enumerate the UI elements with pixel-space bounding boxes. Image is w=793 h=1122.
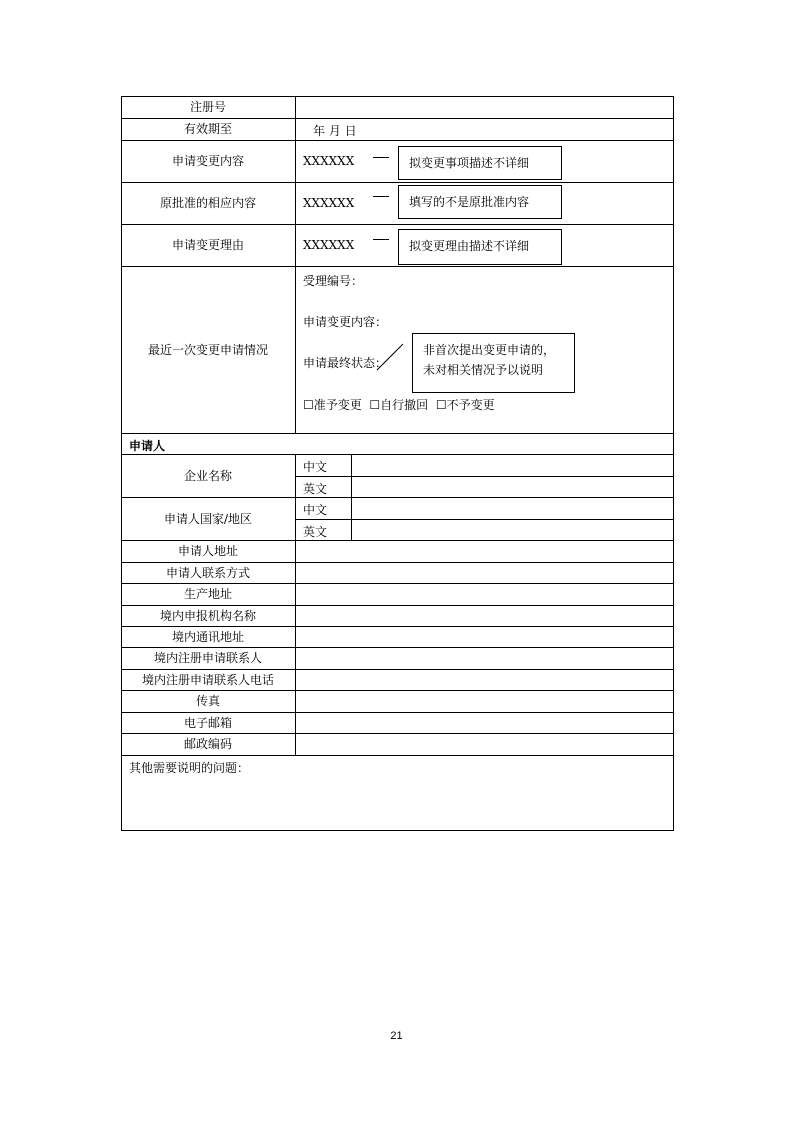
email-label: 电子邮箱: [183, 715, 232, 730]
contact-label: 申请人联系方式: [165, 565, 250, 580]
postcode-label: 邮政编码: [183, 737, 232, 751]
recent-content-label: 申请变更内容：: [303, 315, 388, 329]
other-notes-field[interactable]: [122, 776, 673, 829]
applicant-section-title: 申请人: [129, 439, 166, 453]
comment-recent-change: 非首次提出变更申请的，未对相关情况予以说明: [412, 333, 575, 393]
reg-no-field[interactable]: [296, 96, 673, 118]
domestic-addr-label: 境内通讯地址: [171, 629, 244, 644]
domestic-phone-field[interactable]: [296, 669, 673, 690]
option-reject[interactable]: ☐不予变更: [435, 398, 495, 412]
connector-line: [373, 239, 389, 240]
reg-no-label: 注册号: [189, 100, 226, 114]
country-en-field[interactable]: [352, 519, 673, 540]
valid-until-value[interactable]: 年 月 日: [313, 124, 357, 138]
domestic-contact-label: 境内注册申请联系人: [153, 651, 262, 665]
fax-label: 传真: [195, 694, 220, 708]
domestic-agent-field[interactable]: [296, 605, 673, 626]
prod-address-field[interactable]: [296, 583, 673, 605]
change-reason-value[interactable]: XXXXXX: [303, 238, 355, 252]
company-cn-field[interactable]: [352, 454, 673, 476]
connector-line: [373, 196, 389, 197]
comment-change-content: 拟变更事项描述不详细: [398, 146, 562, 180]
option-withdraw[interactable]: ☐自行撤回: [369, 398, 429, 412]
final-status-label: 申请最终状态：: [303, 356, 388, 370]
domestic-agent-label: 境内申报机构名称: [159, 608, 256, 623]
postcode-field[interactable]: [296, 733, 673, 755]
application-form: [121, 96, 674, 830]
country-cn-field[interactable]: [352, 497, 673, 519]
change-content-label: 申请变更内容: [171, 154, 244, 168]
company-cn-label: 中文: [303, 460, 328, 474]
connector-line: [373, 157, 389, 158]
prod-address-label: 生产地址: [183, 587, 232, 601]
contact-field[interactable]: [296, 562, 673, 583]
country-cn-label: 中文: [303, 503, 328, 517]
page-number: 21: [390, 1030, 403, 1042]
comment-change-reason: 拟变更理由描述不详细: [398, 229, 562, 265]
orig-content-label: 原批准的相应内容: [159, 196, 256, 210]
orig-content-value[interactable]: XXXXXX: [303, 196, 355, 210]
change-content-value[interactable]: XXXXXX: [303, 154, 355, 168]
other-notes-label: 其他需要说明的问题：: [129, 761, 250, 775]
company-en-field[interactable]: [352, 476, 673, 497]
comment-orig-content: 填写的不是原批准内容: [398, 185, 562, 219]
address-label: 申请人地址: [177, 544, 238, 558]
status-options: [303, 396, 495, 413]
address-field[interactable]: [296, 540, 673, 562]
country-en-label: 英文: [303, 525, 328, 539]
email-field[interactable]: [296, 712, 673, 733]
fax-field[interactable]: [296, 690, 673, 712]
company-en-label: 英文: [303, 482, 328, 496]
country-label: 申请人国家/地区: [163, 511, 253, 526]
domestic-phone-label: 境内注册申请联系人电话: [141, 672, 274, 687]
valid-until-label: 有效期至: [183, 122, 232, 136]
accept-no-label: 受理编号：: [303, 274, 364, 288]
recent-change-label: 最近一次变更申请情况: [147, 342, 268, 357]
option-approve[interactable]: ☐准予变更: [303, 398, 362, 412]
connector-line: [375, 342, 405, 372]
company-name-label: 企业名称: [183, 468, 232, 483]
domestic-contact-field[interactable]: [296, 647, 673, 669]
change-reason-label: 申请变更理由: [171, 238, 244, 252]
domestic-addr-field[interactable]: [296, 626, 673, 647]
